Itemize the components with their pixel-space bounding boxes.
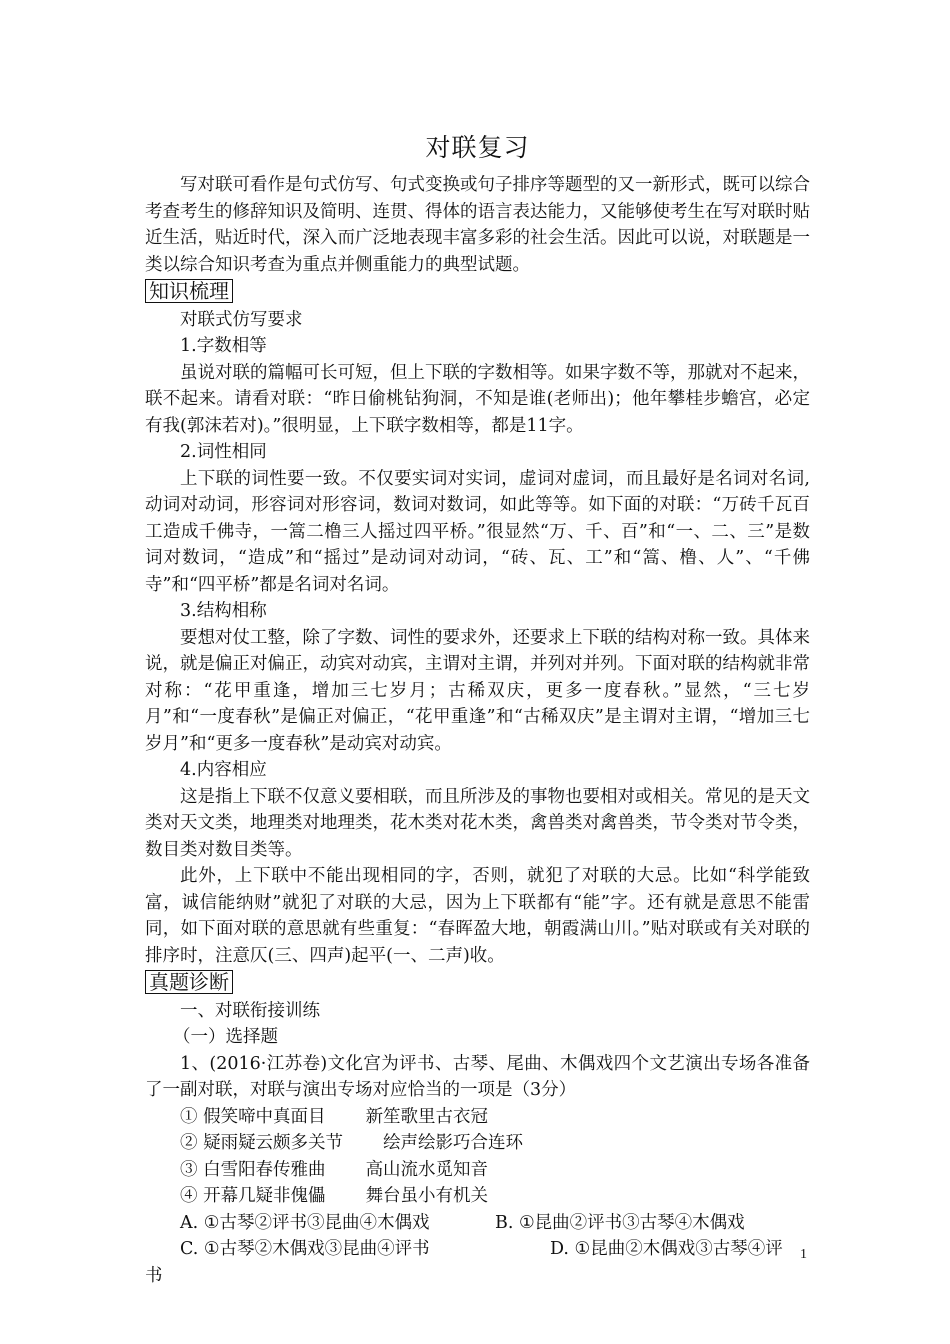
couplet-4-upper: ④ 开幕几疑非傀儡 [180, 1186, 326, 1206]
subheading: 对联式仿写要求 [180, 309, 303, 330]
intro-paragraph: 写对联可看作是句式仿写、句式变换或句子排序等题型的又一新形式，既可以综合考查考生的修辞知识及简明、连贯、得体的语言表达能力，又能够使考生在写对联时贴近生活，贴近时代，深入而广泛地表现丰富多彩的社会生活。因此可以说，对联题是一类以综合知识考查为重点并侧重能力的典型试题。 [145, 175, 810, 275]
choice-d[interactable]: D. ①昆曲②木偶戏③古琴④评 [550, 1239, 783, 1259]
item-title-2: 2.词性相同 [180, 442, 267, 462]
item-title-3: 3.结构相称 [180, 601, 267, 621]
choices-row-1 [145, 1210, 810, 1237]
couplet-1-upper: ① 假笑啼中真面目 [180, 1106, 326, 1127]
couplet-2-upper: ② 疑雨疑云颇多关节 [180, 1133, 344, 1153]
section-heading-knowledge: 知识梳理 [145, 279, 233, 303]
section-knowledge [145, 278, 810, 969]
choice-a[interactable]: A. ①古琴②评书③昆曲④木偶戏 [180, 1212, 430, 1233]
question-text: 1、(2016·江苏卷)文化宫为评书、古琴、尾曲、木偶戏四个文艺演出专场各准备了一副对联，对联与演出专场对应恰当的一项是（3分） [145, 1053, 810, 1100]
couplet-4 [145, 1183, 810, 1210]
section-heading-exam: 真题诊断 [145, 970, 233, 994]
choices-row-2 [145, 1236, 810, 1263]
exam-subheading-1: 一、对联衔接训练 [180, 1000, 320, 1021]
item-body-3: 要想对仗工整，除了字数、词性的要求外，还要求上下联的结构对称一致。具体来说，就是偏正对偏正，动宾对动宾，主谓对主谓，并列对并列。下面对联的结构就非常对称：“花甲重逢，增加三七岁月；古稀双庆，更多一度春秋。”显然，“三七岁月”和“一度春秋”是偏正对偏正，“花甲重逢”和“古稀双庆”是主谓对主谓，“增加三七岁月”和“更多一度春秋”是动宾对动宾。 [145, 627, 810, 754]
item-title-1: 1.字数相等 [180, 336, 267, 356]
item-body-1: 虽说对联的篇幅可长可短，但上下联的字数相等。如果字数不等，那就对不起来，联不起来。请看对联：“昨日偷桃钻狗洞，不知是谁(老师出)；他年攀桂步蟾宫，必定有我(郭沫若对)。”很明显，上下联字数相等，都是11字。 [145, 362, 810, 436]
document-page [145, 128, 810, 1289]
exam-subheading-2: （一）选择题 [173, 1027, 278, 1047]
couplet-2 [145, 1130, 810, 1157]
choice-c[interactable]: C. ①古琴②木偶戏③昆曲④评书 [180, 1239, 430, 1259]
choice-b[interactable]: B. ①昆曲②评书③古琴④木偶戏 [495, 1212, 745, 1233]
page-number: 1 [800, 1247, 807, 1262]
item-body-2: 上下联的词性要一致。不仅要实词对实词，虚词对虚词，而且最好是名词对名词,动词对动词，形容词对形容词，数词对数词，如此等等。如下面的对联：“万砖千瓦百工造成千佛寺，一篙二橹三人摇过四平桥。”很显然“万、千、百”和“一、二、三”是数词对数词，“造成”和“摇过”是动词对动词，“砖、瓦、工”和“篙、橹、人”、“千佛寺”和“四平桥”都是名词对名词。 [145, 468, 810, 595]
couplet-3 [145, 1157, 810, 1184]
page-title: 对联复习 [425, 133, 530, 162]
extra-paragraph: 此外，上下联中不能出现相同的字，否则，就犯了对联的大忌。比如“科学能致富，诚信能纳财”就犯了对联的大忌，因为上下联都有“能”字。还有就是意思不能雷同，如下面对联的意思就有些重复：“春晖盈大地，朝霞满山川。”贴对联或有关对联的排序时，注意仄(三、四声)起平(一、二声)收。 [145, 866, 810, 966]
couplet-4-lower: 舞台虽小有机关 [365, 1186, 489, 1206]
item-body-4: 这是指上下联不仅意义要相联，而且所涉及的事物也要相对或相关。常见的是天文类对天文类，地理类对地理类，花木类对花木类，禽兽类对禽兽类，节令类对节令类，数目类对数目类等。 [145, 786, 810, 860]
couplet-2-lower: 绘声绘影巧合连环 [383, 1133, 524, 1153]
section-exam [145, 969, 810, 1289]
item-title-4: 4.内容相应 [180, 760, 267, 780]
couplet-3-lower: 高山流水觅知音 [365, 1159, 489, 1180]
couplet-1 [145, 1104, 810, 1131]
couplet-3-upper: ③ 白雪阳春传雅曲 [180, 1159, 326, 1180]
choice-d-continuation: 书 [145, 1265, 163, 1286]
couplet-1-lower: 新笙歌里古衣冠 [365, 1106, 489, 1127]
